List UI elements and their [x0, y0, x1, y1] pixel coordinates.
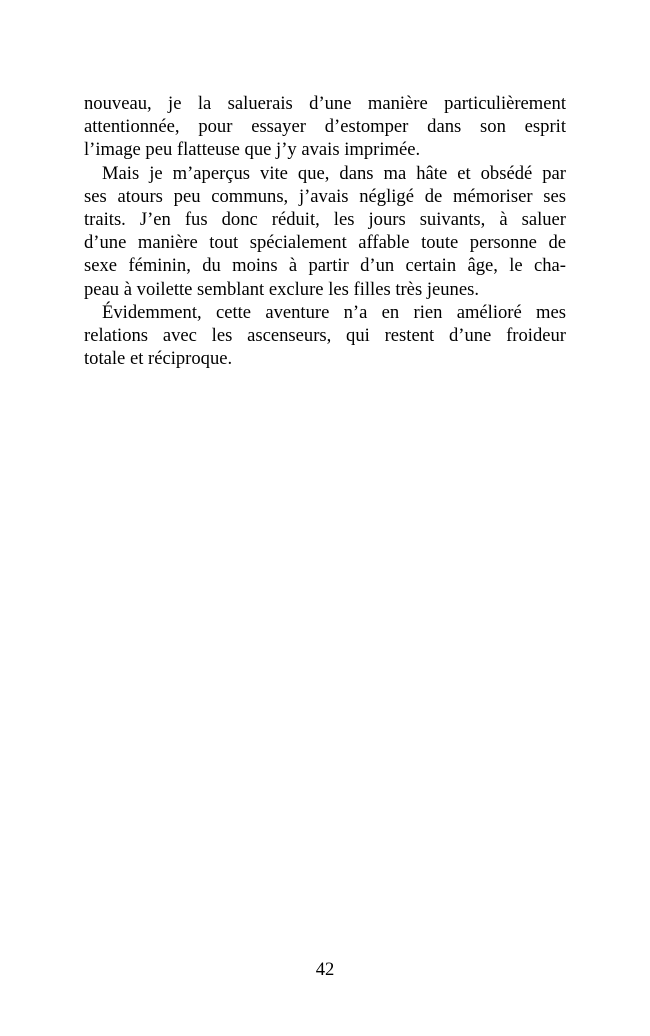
page-number: 42: [315, 959, 335, 980]
text-line: Évidemment, cette aventure n’a en rien amélioré mes: [102, 301, 566, 323]
text-line: peau à voilette semblant exclure les filles très jeunes.: [84, 278, 479, 300]
text-line: attentionnée, pour essayer d’estomper dans son esprit: [84, 116, 566, 138]
paragraph: [84, 92, 566, 162]
page-body: [84, 92, 566, 370]
text-line: ses atours peu communs, j’avais négligé de mémoriser ses: [84, 185, 566, 207]
paragraph: [84, 162, 566, 301]
text-line: traits. J’en fus donc réduit, les jours suivants, à saluer: [84, 208, 566, 230]
text-line: relations avec les ascenseurs, qui restent d’une froideur: [84, 324, 566, 346]
text-line: d’une manière tout spécialement affable toute personne de: [84, 232, 566, 254]
paragraph: [84, 301, 566, 371]
text-line: nouveau, je la saluerais d’une manière particulièrement: [84, 93, 566, 114]
text-line: l’image peu flatteuse que j’y avais imprimée.: [84, 139, 421, 161]
text-line: Mais je m’aperçus vite que, dans ma hâte et obsédé par: [102, 162, 566, 184]
text-line: sexe féminin, du moins à partir d’un certain âge, le cha-: [84, 255, 566, 277]
text-line: totale et réciproque.: [84, 348, 233, 370]
